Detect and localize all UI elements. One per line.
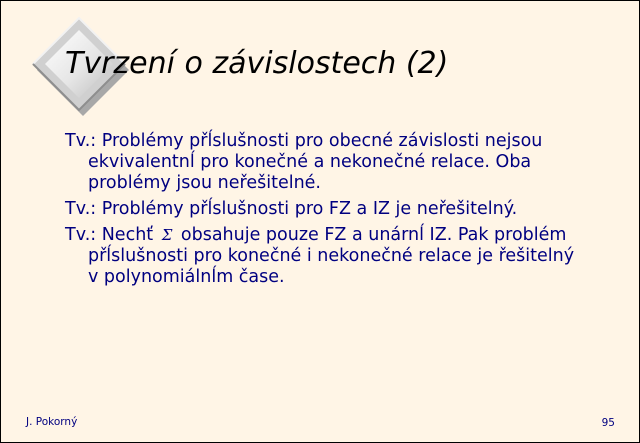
- statement-3-start: Tv.: Nechť: [65, 225, 159, 245]
- statement-3: [65, 225, 585, 288]
- slide-body: [65, 131, 585, 293]
- slide-title: Tvrzení o závislostech (2): [65, 46, 449, 81]
- statement-3-end: obsahuje pouze FZ a unárnĺ IZ. Pak problém přĺslušnosti pro konečné i nekonečné relace je řešitelný v polynomiálnĺm čase.: [88, 225, 575, 287]
- sigma-symbol: Σ: [161, 226, 173, 244]
- page-number: 95: [601, 417, 615, 429]
- statement-2: Tv.: Problémy přĺslušnosti pro FZ a IZ je neřešitelný.: [65, 199, 518, 219]
- footer-author: J. Pokorný: [26, 416, 78, 428]
- statement-1: Tv.: Problémy přĺslušnosti pro obecné závislosti nejsou ekvivalentnĺ pro konečné a nekonečné relace. Oba problémy jsou neřešitelné.: [65, 131, 543, 193]
